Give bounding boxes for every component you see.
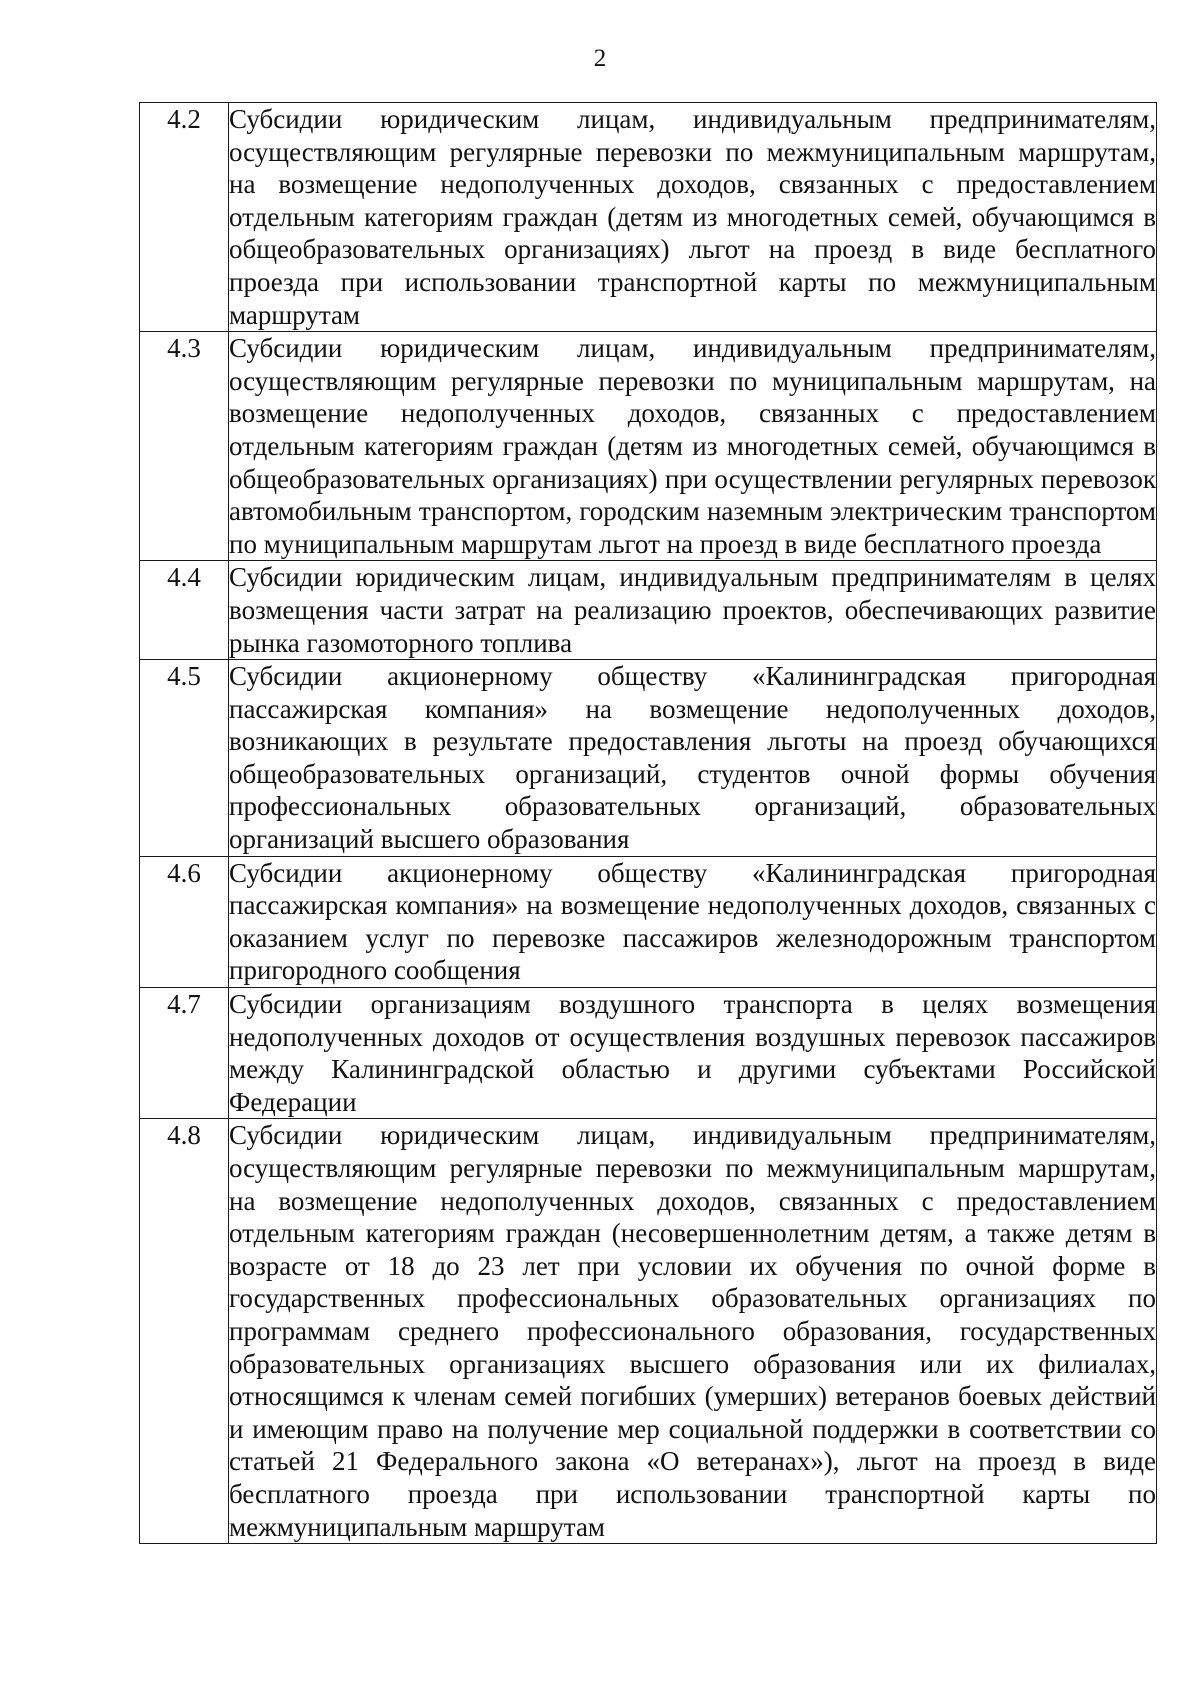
row-number: 4.3 bbox=[140, 332, 229, 561]
row-number: 4.4 bbox=[140, 561, 229, 660]
subsidy-table bbox=[139, 102, 1157, 1544]
row-description: Субсидии юридическим лицам, индивидуальным предпринимателям в целях возмещения части затрат на реализацию проектов, обеспечивающих развитие рынка газомоторного топлива bbox=[229, 561, 1157, 660]
row-description: Субсидии акционерному обществу «Калининградская пригородная пассажирская компания» на возмещение недополученных доходов, возникающих в результате предоставления льготы на проезд обучающихся общеобразовательных организаций, студентов очной формы обучения профессиональных образовательных организаций, образовательных организаций высшего образования bbox=[229, 660, 1157, 857]
table-row bbox=[140, 332, 1157, 561]
row-number: 4.7 bbox=[140, 988, 229, 1119]
table-row bbox=[140, 103, 1157, 332]
page-number: 2 bbox=[593, 45, 607, 72]
table-row bbox=[140, 856, 1157, 987]
row-description: Субсидии организациям воздушного транспорта в целях возмещения недополученных доходов от осуществления воздушных перевозок пассажиров между Калининградской областью и другими субъектами Российской Федерации bbox=[229, 988, 1157, 1119]
row-number: 4.8 bbox=[140, 1119, 229, 1544]
row-number: 4.2 bbox=[140, 103, 229, 332]
table-row bbox=[140, 988, 1157, 1119]
row-description: Субсидии юридическим лицам, индивидуальным предпринимателям, осуществляющим регулярные перевозки по межмуниципальным маршрутам, на возмещение недополученных доходов, связанных с предоставлением отдельным категориям граждан (несовершеннолетним детям, а также детям в возрасте от 18 до 23 лет при условии их обучения по очной форме в государственных профессиональных образовательных организациях по программам среднего профессионального образования, государственных образовательных организациях высшего образования или их филиалах, относящимся к членам семей погибших (умерших) ветеранов боевых действий и имеющим право на получение мер социальной поддержки в соответствии со статьей 21 Федерального закона «О ветеранах»), льгот на проезд в виде бесплатного проезда при использовании транспортной карты по межмуниципальным маршрутам bbox=[229, 1119, 1157, 1544]
table-row bbox=[140, 1119, 1157, 1544]
row-number: 4.5 bbox=[140, 660, 229, 857]
table-row bbox=[140, 561, 1157, 660]
row-description: Субсидии акционерному обществу «Калининградская пригородная пассажирская компания» на возмещение недополученных доходов, связанных с оказанием услуг по перевозке пассажиров железнодорожным транспортом пригородного сообщения bbox=[229, 856, 1157, 987]
row-number: 4.6 bbox=[140, 856, 229, 987]
row-description: Субсидии юридическим лицам, индивидуальным предпринимателям, осуществляющим регулярные перевозки по межмуниципальным маршрутам, на возмещение недополученных доходов, связанных с предоставлением отдельным категориям граждан (детям из многодетных семей, обучающимся в общеобразовательных организациях) льгот на проезд в виде бесплатного проезда при использовании транспортной карты по межмуниципальным маршрутам bbox=[229, 103, 1157, 332]
table-row bbox=[140, 660, 1157, 857]
row-description: Субсидии юридическим лицам, индивидуальным предпринимателям, осуществляющим регулярные перевозки по муниципальным маршрутам, на возмещение недополученных доходов, связанных с предоставлением отдельным категориям граждан (детям из многодетных семей, обучающимся в общеобразовательных организациях) при осуществлении регулярных перевозок автомобильным транспортом, городским наземным электрическим транспортом по муниципальным маршрутам льгот на проезд в виде бесплатного проезда bbox=[229, 332, 1157, 561]
